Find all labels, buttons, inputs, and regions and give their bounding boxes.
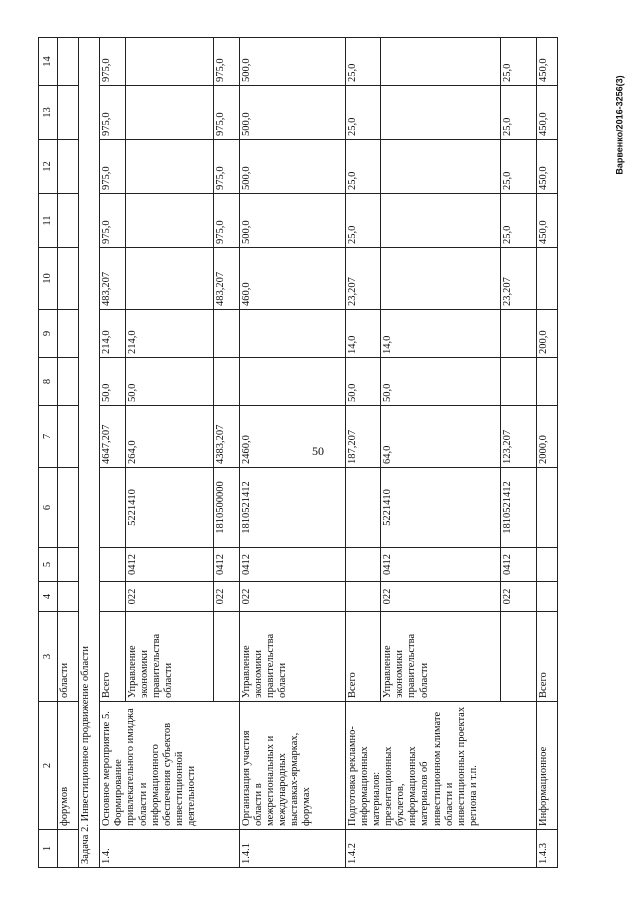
cell-v14: 975,0 <box>214 38 240 86</box>
column-number-7: 7 <box>39 406 58 468</box>
cell-v11 <box>126 194 214 248</box>
cell-v11: 25,0 <box>501 194 536 248</box>
cell-grbs: 022 <box>214 582 240 612</box>
cell-v7: 187,207 <box>346 406 381 468</box>
column-number-1: 1 <box>39 830 58 868</box>
cell-v12 <box>381 140 501 194</box>
column-number-10: 10 <box>39 248 58 310</box>
cell-v10: 460,0 <box>240 248 346 310</box>
cell-v8: 50,0 <box>381 358 501 406</box>
executor: Всего <box>346 612 381 702</box>
cell-csr <box>100 468 126 548</box>
cell-v7: 4647,207 <box>100 406 126 468</box>
column-number-12: 12 <box>39 140 58 194</box>
cell-v14: 25,0 <box>501 38 536 86</box>
cell-v10 <box>381 248 501 310</box>
cell-grbs: 022 <box>126 582 214 612</box>
cell-v8 <box>214 358 240 406</box>
cell-v9: 200,0 <box>536 310 557 358</box>
activity-name: Основное мероприятие 5. Формирование привлекательного имиджа области и информационного обеспечения субъектов инвестиционной деятельности <box>100 702 240 830</box>
cell-grbs <box>346 582 381 612</box>
cell-v9 <box>240 310 346 358</box>
column-number-row <box>39 38 58 868</box>
cell-v7: 2000,0 <box>536 406 557 468</box>
cell-v8 <box>240 358 346 406</box>
cell-v14 <box>381 38 501 86</box>
table-row <box>240 38 346 868</box>
row-number: 1.4. <box>100 830 240 868</box>
cell-rz: 0412 <box>501 548 536 582</box>
executor: Всего <box>100 612 126 702</box>
executor: Управление экономики правительства области <box>240 612 346 702</box>
cell-rz: 0412 <box>381 548 501 582</box>
task-heading-row <box>79 38 100 868</box>
table-body <box>58 38 558 868</box>
cell-v10: 23,207 <box>501 248 536 310</box>
cell-csr <box>536 468 557 548</box>
cell-v11: 975,0 <box>214 194 240 248</box>
budget-table-sheet <box>38 38 558 868</box>
carryover-row <box>58 38 79 868</box>
cell-grbs <box>100 582 126 612</box>
cell-rz: 0412 <box>214 548 240 582</box>
cell-v7: 2460,0 <box>240 406 346 468</box>
column-number-9: 9 <box>39 310 58 358</box>
cell-v7: 264,0 <box>126 406 214 468</box>
column-number-11: 11 <box>39 194 58 248</box>
cell-v13: 500,0 <box>240 86 346 140</box>
cell-v14: 500,0 <box>240 38 346 86</box>
cell-v13: 975,0 <box>214 86 240 140</box>
cell-csr: 1810521412 <box>501 468 536 548</box>
cell-v9: 14,0 <box>346 310 381 358</box>
budget-table <box>38 37 558 868</box>
cell-v8: 50,0 <box>346 358 381 406</box>
cell-v11: 500,0 <box>240 194 346 248</box>
executor <box>501 612 536 702</box>
cell-rz: 0412 <box>126 548 214 582</box>
row-number: 1.4.1 <box>240 830 346 868</box>
cell-v12: 25,0 <box>501 140 536 194</box>
cell-v13: 450,0 <box>536 86 557 140</box>
cell-v11: 25,0 <box>346 194 381 248</box>
cell-csr: 1810500000 <box>214 468 240 548</box>
cell-v10: 483,207 <box>214 248 240 310</box>
cell-v12: 500,0 <box>240 140 346 194</box>
cell-rz: 0412 <box>240 548 346 582</box>
column-number-13: 13 <box>39 86 58 140</box>
cell-v10 <box>536 248 557 310</box>
cell-v13: 25,0 <box>501 86 536 140</box>
cell-v14: 25,0 <box>346 38 381 86</box>
table-row <box>536 38 557 868</box>
row-number: 1.4.2 <box>346 830 537 868</box>
carryover-name: форумов <box>58 702 79 830</box>
cell-v12: 975,0 <box>100 140 126 194</box>
cell-v12: 25,0 <box>346 140 381 194</box>
activity-name: Организация участия области в межрегиональных и международных выставках-ярмарках, форумах <box>240 702 346 830</box>
cell-csr: 5221410 <box>381 468 501 548</box>
cell-v9: 14,0 <box>381 310 501 358</box>
cell-grbs: 022 <box>240 582 346 612</box>
cell-v12: 450,0 <box>536 140 557 194</box>
cell-rz <box>536 548 557 582</box>
cell-v14: 975,0 <box>100 38 126 86</box>
cell-v8 <box>536 358 557 406</box>
cell-v10: 483,207 <box>100 248 126 310</box>
carryover-executor: области <box>58 612 79 702</box>
cell-v7: 64,0 <box>381 406 501 468</box>
cell-v8: 50,0 <box>100 358 126 406</box>
cell-v9: 214,0 <box>126 310 214 358</box>
cell-v11: 450,0 <box>536 194 557 248</box>
cell-grbs <box>536 582 557 612</box>
activity-name: Подготовка рекламно-информационных материалов: презентационных буклетов, информационных материалов об инвестиционном климате области и инвестиционных проектах региона и т.п. <box>346 702 537 830</box>
column-number-5: 5 <box>39 548 58 582</box>
cell-v12: 975,0 <box>214 140 240 194</box>
cell-grbs: 022 <box>381 582 501 612</box>
document-code: Варвенко/2016-3256(3) <box>614 75 625 175</box>
cell-v8: 50,0 <box>126 358 214 406</box>
column-number-3: 3 <box>39 612 58 702</box>
cell-v7: 123,207 <box>501 406 536 468</box>
table-row <box>346 38 381 868</box>
column-number-4: 4 <box>39 582 58 612</box>
row-number: 1.4.3 <box>536 830 557 868</box>
page-number: 50 <box>312 444 324 458</box>
executor: Управление экономики правительства области <box>381 612 501 702</box>
cell-v14 <box>126 38 214 86</box>
cell-v8 <box>501 358 536 406</box>
cell-csr: 1810521412 <box>240 468 346 548</box>
activity-name: Информационное <box>536 702 557 830</box>
cell-v14: 450,0 <box>536 38 557 86</box>
cell-v9 <box>501 310 536 358</box>
task-heading: Задача 2. Инвестиционное продвижение области <box>79 38 100 868</box>
cell-v12 <box>126 140 214 194</box>
cell-v7: 4383,207 <box>214 406 240 468</box>
executor <box>214 612 240 702</box>
cell-v13 <box>381 86 501 140</box>
cell-v13: 25,0 <box>346 86 381 140</box>
column-number-14: 14 <box>39 38 58 86</box>
executor: Всего <box>536 612 557 702</box>
table-row <box>100 38 126 868</box>
cell-v13: 975,0 <box>100 86 126 140</box>
column-number-6: 6 <box>39 468 58 548</box>
cell-v11: 975,0 <box>100 194 126 248</box>
cell-v10 <box>126 248 214 310</box>
cell-rz <box>346 548 381 582</box>
cell-grbs: 022 <box>501 582 536 612</box>
cell-v9: 214,0 <box>100 310 126 358</box>
cell-csr: 5221410 <box>126 468 214 548</box>
cell-v13 <box>126 86 214 140</box>
executor: Управление экономики правительства области <box>126 612 214 702</box>
cell-v11 <box>381 194 501 248</box>
column-number-8: 8 <box>39 358 58 406</box>
column-number-2: 2 <box>39 702 58 830</box>
cell-v10: 23,207 <box>346 248 381 310</box>
cell-csr <box>346 468 381 548</box>
cell-rz <box>100 548 126 582</box>
cell-v9 <box>214 310 240 358</box>
